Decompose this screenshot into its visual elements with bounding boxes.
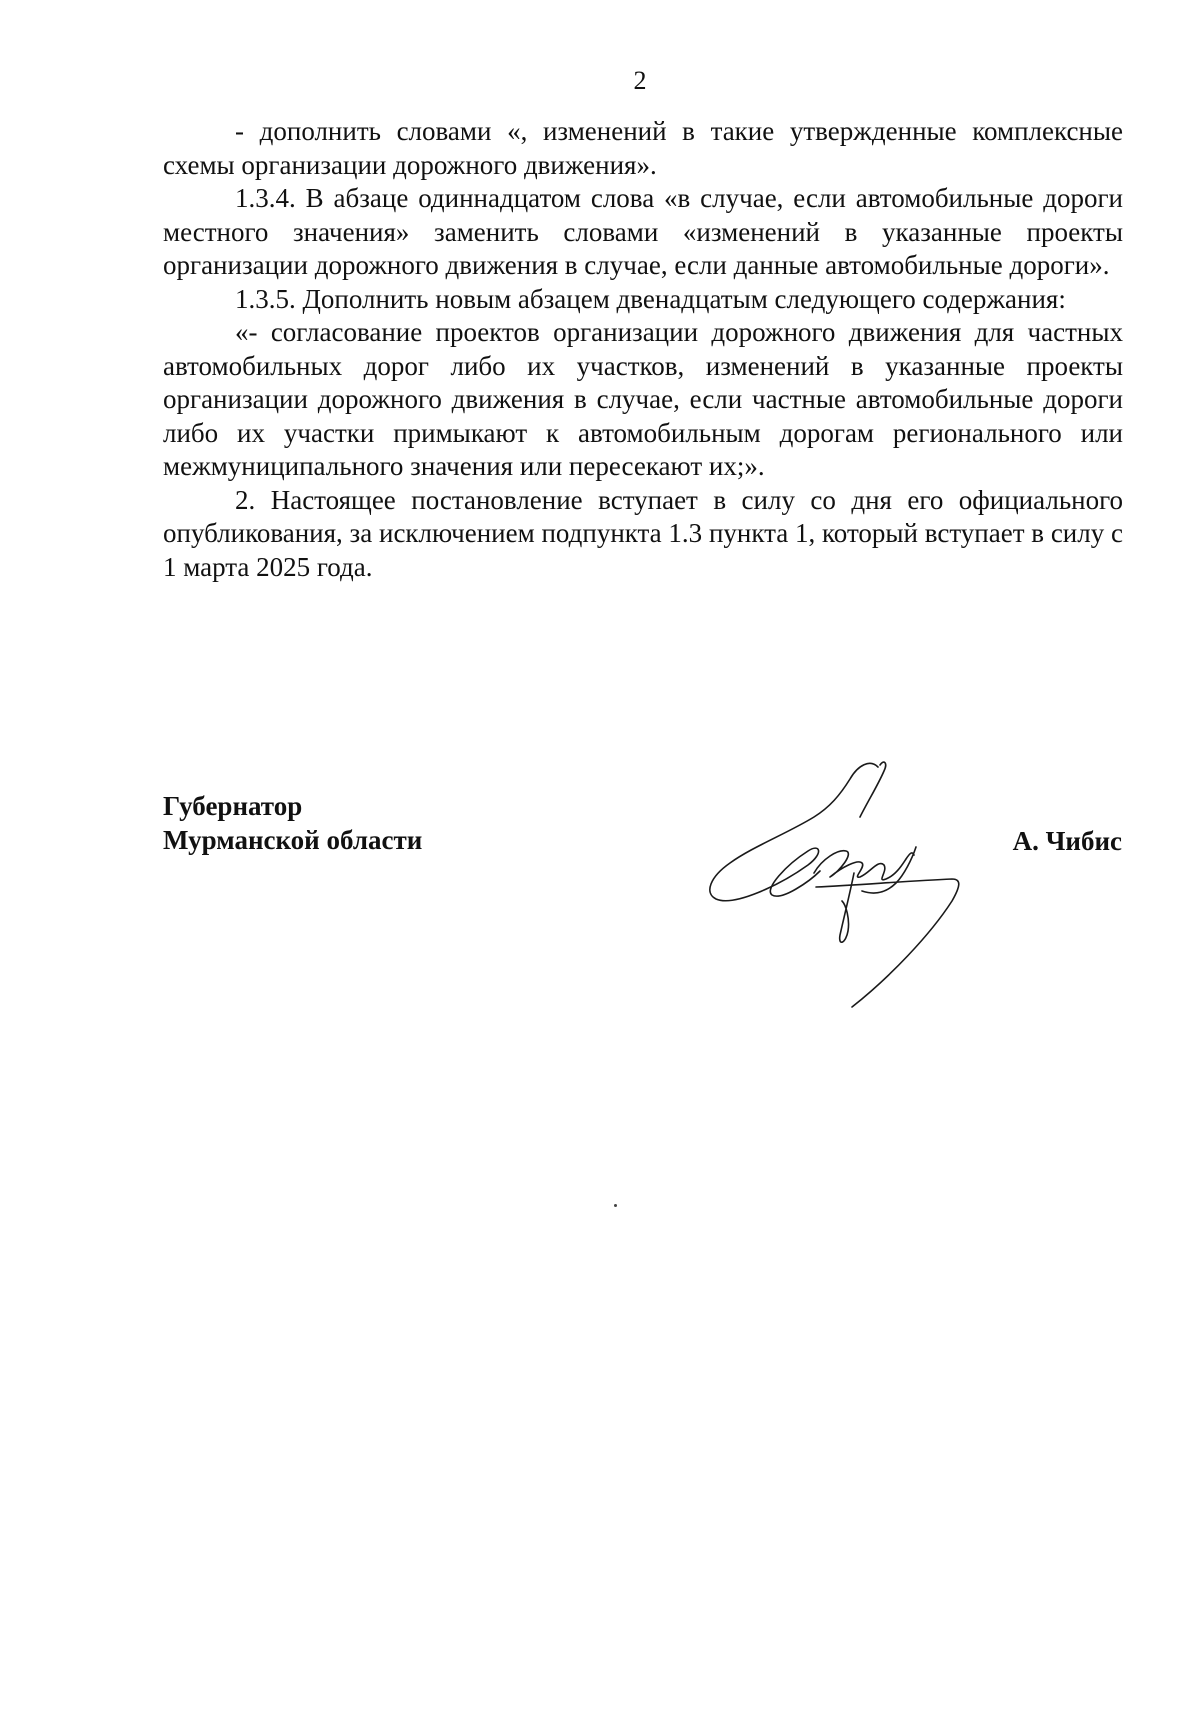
paragraph-1-3-5: 1.3.5. Дополнить новым абзацем двенадцатым следующего содержания: <box>235 283 1066 314</box>
paragraph-new-clause: «- согласование проектов организации дорожного движения для частных автомобильных дорог либо их участков, изменений в указанные проекты организации дорожного движения в случае, если частные автомобильные дороги либо их участки примыкают к автомобильным дорогам регионального или межмуниципального значения или пересекают их;». <box>163 317 1123 481</box>
paragraph-amendment-addition: - дополнить словами «, изменений в такие утвержденные комплексные схемы организации дорожного движения». <box>163 116 1123 180</box>
scan-speck <box>614 1204 617 1207</box>
handwritten-signature <box>690 755 970 1015</box>
paragraph-1-3-4: 1.3.4. В абзаце одиннадцатом слова «в случае, если автомобильные дороги местного значения» заменить словами «изменений в указанные проекты организации дорожного движения в случае, если данные автомобильные дороги». <box>163 183 1123 280</box>
signatory-title-line1: Губернатор <box>163 791 303 821</box>
signatory-title <box>163 789 422 857</box>
signatory-name: А. Чибис <box>1012 826 1122 856</box>
signatory-title-line2: Мурманской области <box>163 825 423 855</box>
document-body <box>163 115 1123 584</box>
paragraph-entry-into-force: 2. Настоящее постановление вступает в силу со дня его официального опубликования, за исключением подпункта 1.3 пункта 1, который вступает в силу с 1 марта 2025 года. <box>163 484 1123 582</box>
page-number: 2 <box>633 66 647 95</box>
